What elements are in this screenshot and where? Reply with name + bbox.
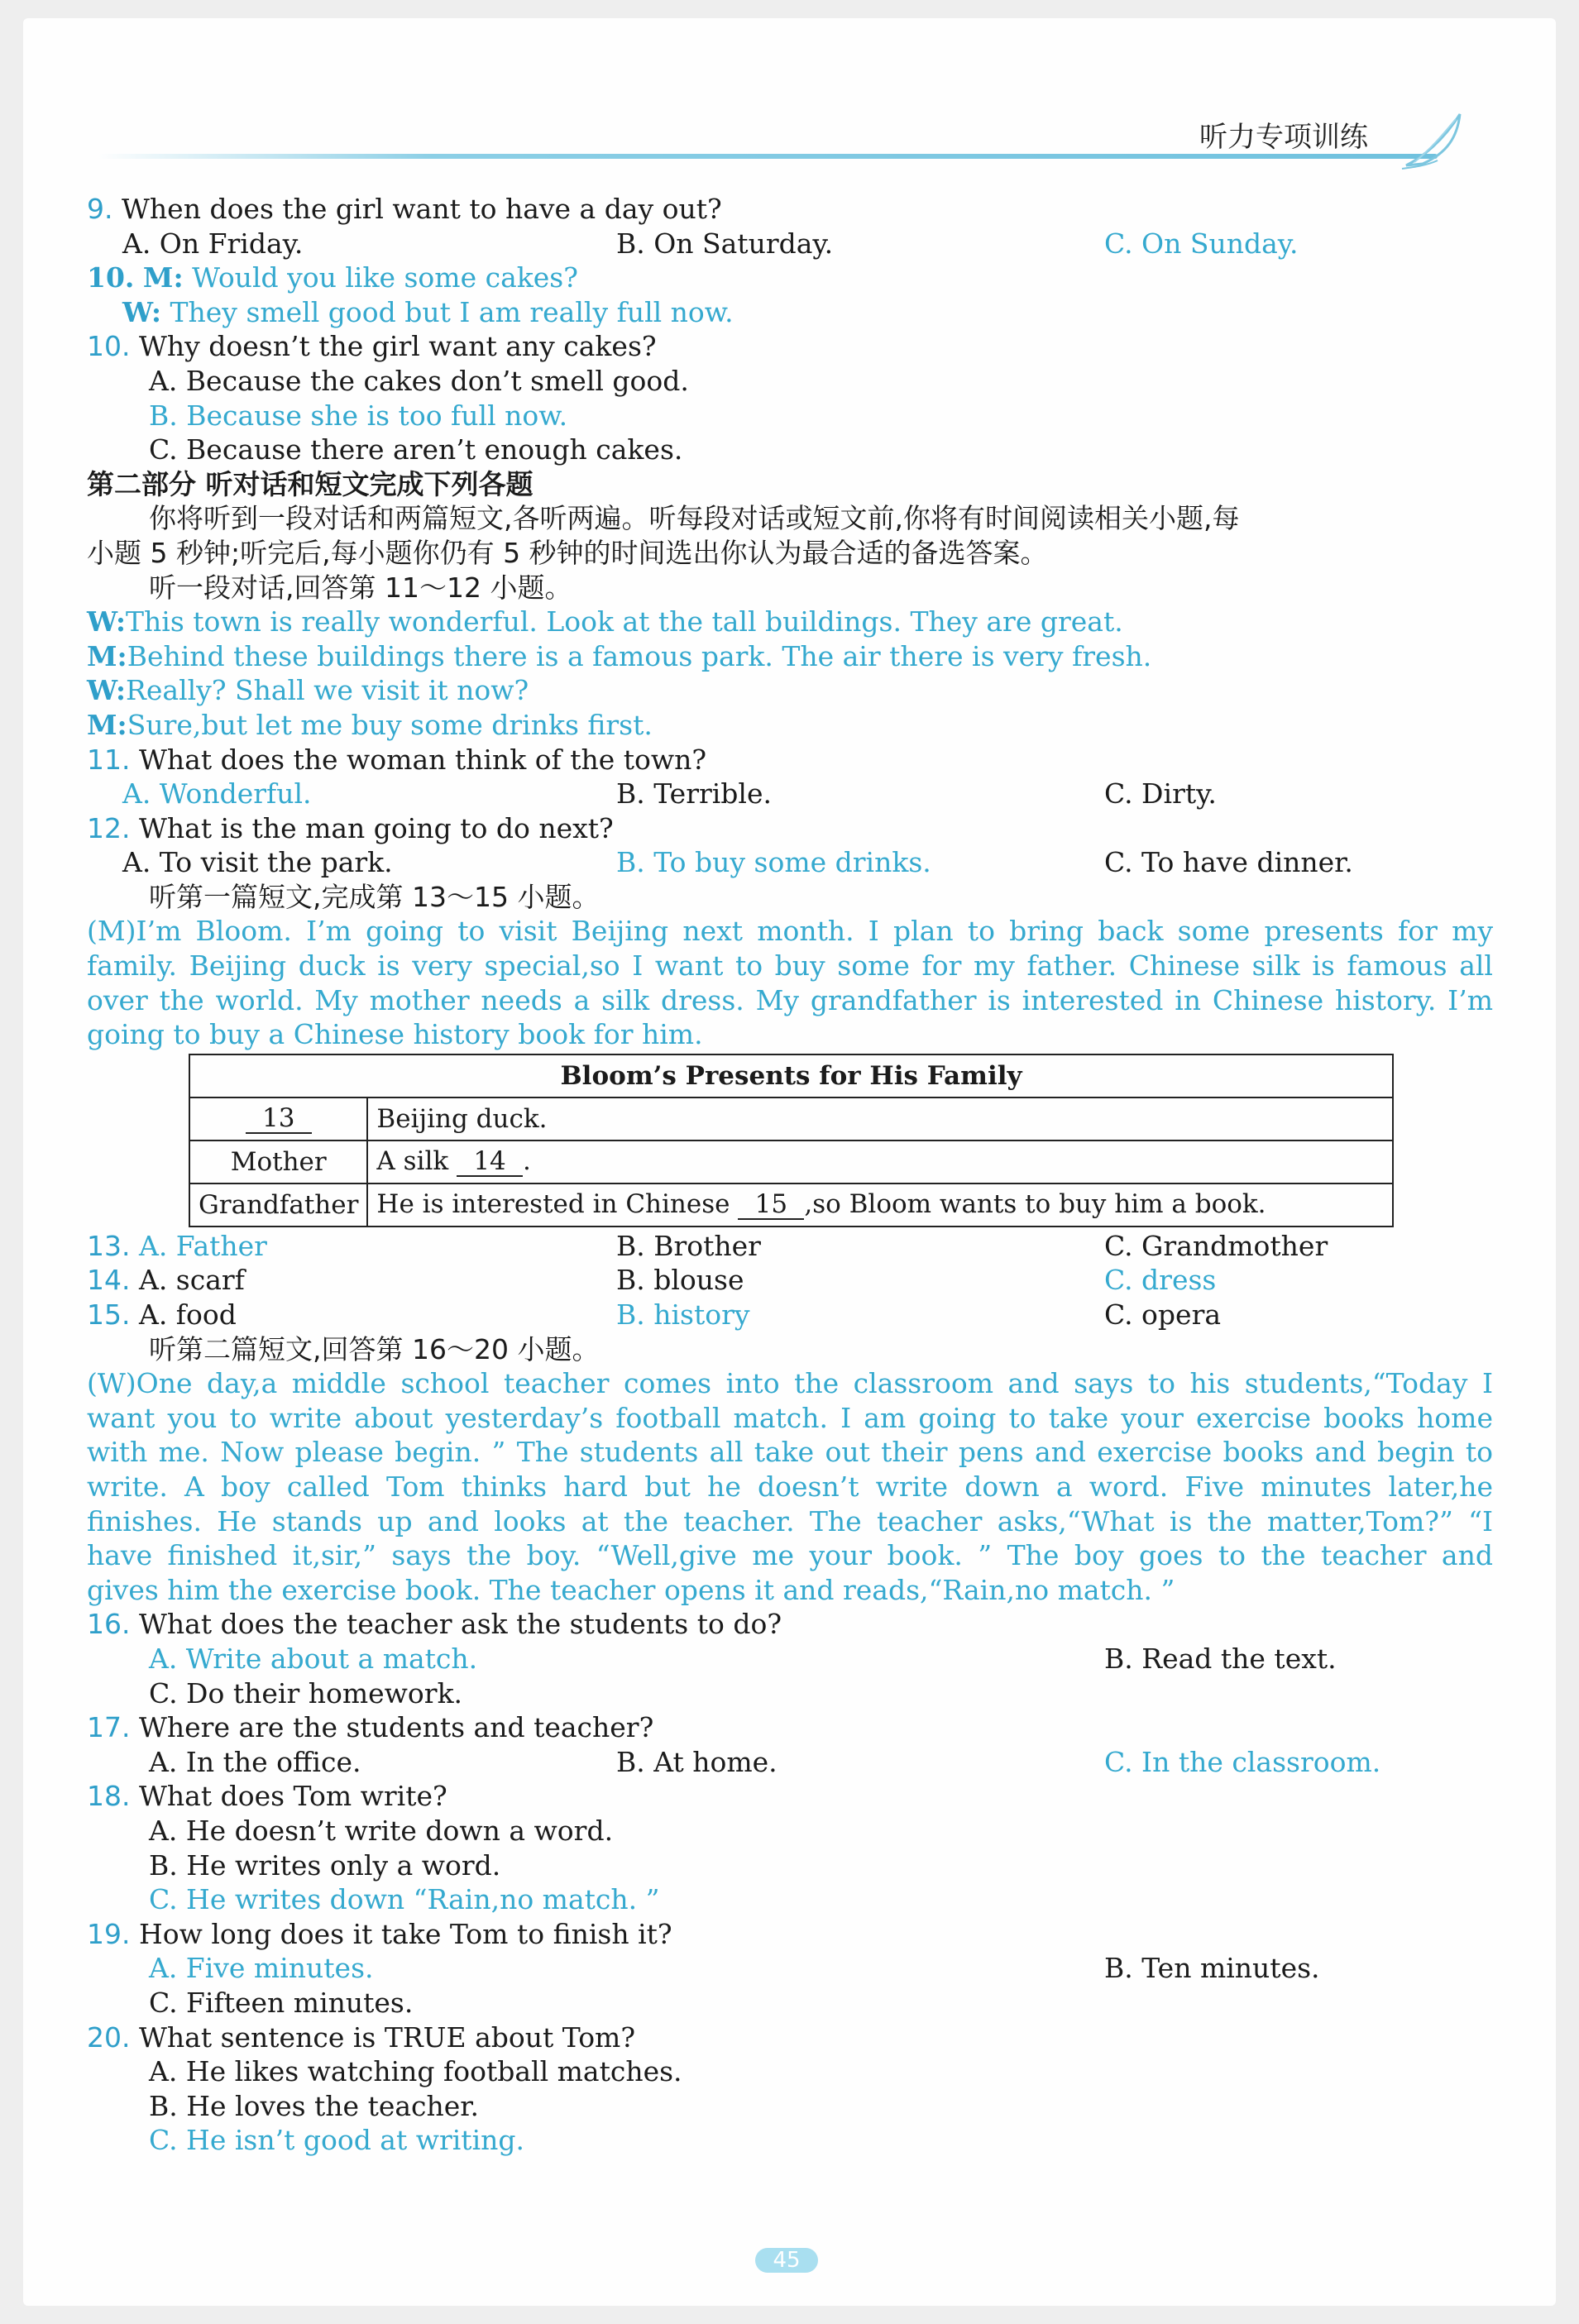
table-cell: A silk 14 . [367, 1140, 1393, 1184]
option-a: A. To visit the park. [122, 846, 393, 879]
table-title: Bloom’s Presents for His Family [189, 1054, 1393, 1097]
option-b-answer: B. Because she is too full now. [149, 399, 568, 432]
option-a-answer: A. Wonderful. [122, 777, 312, 811]
option-c: C. Because there aren’t enough cakes. [149, 433, 683, 466]
option-c-answer: C. He isn’t good at writing. [149, 2124, 524, 2157]
option-b: B. blouse [616, 1264, 744, 1297]
option-a: A. In the office. [149, 1745, 361, 1778]
question-19-options [87, 1951, 1493, 1986]
question-10: 10. Why doesn’t the girl want any cakes? [87, 330, 657, 363]
option-c-answer: C. In the classroom. [1104, 1745, 1381, 1778]
header-title: 听力专项训练 [1199, 121, 1368, 154]
option-c: C. opera [1104, 1298, 1222, 1332]
question-14: 14. A. scarf B. blouse C. dress [87, 1264, 1217, 1297]
blank-13: 13 [246, 1104, 312, 1134]
dialog-line: M:Sure,but let me buy some drinks first. [87, 708, 653, 741]
page-number: 45 [755, 2248, 818, 2273]
option-a-answer: A. Five minutes. [149, 1952, 374, 1985]
question-12: 12. What is the man going to do next? [87, 811, 614, 844]
question-17: 17. Where are the students and teacher? [87, 1711, 654, 1744]
presents-table [189, 1054, 1394, 1227]
option-c: C. Fifteen minutes. [149, 1986, 414, 2019]
option-c-answer: C. dress [1104, 1264, 1217, 1297]
dialog-10-m: 10. M: Would you like some cakes? [87, 261, 578, 294]
passage-2-line: have finished it,sir,” says the boy. “Well,give me your book. ” The boy goes to the teacher and [87, 1539, 1493, 1572]
dialog-line: W:Really? Shall we visit it now? [87, 674, 529, 707]
option-a: A. On Friday. [122, 227, 304, 260]
dialog-line: M:Behind these buildings there is a famous park. The air there is very fresh. [87, 639, 1152, 672]
worksheet-content [87, 192, 1493, 2158]
header-divider [98, 154, 1438, 159]
option-a-answer: A. Write about a match. [149, 1642, 478, 1675]
dialog-10-w: W: They smell good but I am really full now. [122, 295, 734, 328]
passage-1-intro: 听第一篇短文,完成第 13～15 小题。 [149, 880, 600, 913]
table-cell: Beijing duck. [367, 1097, 1393, 1140]
passage-2-line: finishes. He stands up and looks at the teacher. The teacher asks,“What is the matter,Tom?” “I [87, 1504, 1493, 1537]
option-c-answer: C. On Sunday. [1104, 227, 1299, 260]
option-b-answer: B. history [616, 1298, 750, 1332]
passage-2-line: with me. Now please begin. ” The students all take out their pens and exercise books and begin to [87, 1436, 1493, 1469]
passage-2-line: (W)One day,a middle school teacher comes into the classroom and says to his students,“Today I [87, 1367, 1493, 1400]
option-b: B. At home. [616, 1745, 778, 1778]
option-a: A. He doesn’t write down a word. [149, 1814, 614, 1847]
blank-14: 14 [457, 1147, 523, 1177]
dialog-line: W:This town is really wonderful. Look at the tall buildings. They are great. [87, 605, 1123, 638]
dialog-intro: 听一段对话,回答第 11～12 小题。 [149, 571, 572, 604]
option-c: C. Do their homework. [149, 1676, 463, 1710]
option-c: C. Dirty. [1104, 777, 1217, 811]
section-title: 第二部分 听对话和短文完成下列各题 [87, 467, 534, 500]
passage-2-line: want you to write about yesterday’s football match. I am going to take your exercise books home [87, 1401, 1493, 1434]
question-11-options [87, 777, 1493, 811]
question-9: 9. When does the girl want to have a day out? [87, 193, 722, 225]
option-a: A. food [138, 1298, 237, 1332]
question-11: 11. What does the woman think of the town? [87, 743, 707, 776]
passage-2-line: gives him the exercise book. The teacher opens it and reads,“Rain,no match. ” [87, 1573, 1175, 1606]
option-b: B. Read the text. [1104, 1642, 1337, 1675]
option-b: B. He loves the teacher. [149, 2089, 479, 2122]
option-a-answer: A. Father [138, 1229, 267, 1262]
table-row [189, 1184, 1393, 1227]
passage-1-line: going to buy a Chinese history book for him. [87, 1018, 703, 1051]
option-c: C. Grandmother [1104, 1229, 1328, 1262]
instructions-line-1: 你将听到一段对话和两篇短文,各听两遍。听每段对话或短文前,你将有时间阅读相关小题,每 [149, 502, 1240, 535]
option-b-answer: B. To buy some drinks. [616, 846, 931, 879]
option-c-answer: C. He writes down “Rain,no match. ” [149, 1883, 660, 1916]
question-13: 13. A. Father B. Brother C. Grandmother [87, 1229, 1328, 1262]
table-cell: Grandfather [189, 1184, 367, 1227]
question-16-options [87, 1642, 1493, 1676]
passage-2-line: write. A boy called Tom thinks hard but he doesn’t write down a word. Five minutes later,he [87, 1470, 1493, 1503]
passage-1-line: over the world. My mother needs a silk dress. My grandfather is interested in Chinese history. I’m [87, 983, 1493, 1016]
option-b: B. On Saturday. [616, 227, 834, 260]
option-a: A. Because the cakes don’t smell good. [149, 364, 689, 397]
question-16: 16. What does the teacher ask the students to do? [87, 1608, 782, 1641]
table-row [189, 1140, 1393, 1184]
question-15: 15. A. food B. history C. opera [87, 1298, 1222, 1332]
table-row [189, 1097, 1393, 1140]
table-cell: Mother [189, 1140, 367, 1184]
option-b: B. He writes only a word. [149, 1848, 501, 1882]
passage-1-line: family. Beijing duck is very special,so I want to buy some for my father. Chinese silk is famous all [87, 949, 1493, 983]
option-c: C. To have dinner. [1104, 846, 1353, 879]
question-20: 20. What sentence is TRUE about Tom? [87, 2020, 636, 2054]
question-9-options [87, 227, 1493, 261]
instructions-line-2: 小题 5 秒钟;听完后,每小题你仍有 5 秒钟的时间选出你认为最合适的备选答案。 [87, 536, 1048, 569]
question-12-options [87, 845, 1493, 880]
question-19: 19. How long does it take Tom to finish it? [87, 1917, 672, 1950]
table-cell: He is interested in Chinese 15 ,so Bloom wants to buy him a book. [367, 1184, 1393, 1227]
feather-icon [1398, 108, 1481, 174]
question-17-options [87, 1745, 1493, 1780]
passage-1-line: (M)I’m Bloom. I’m going to visit Beijing next month. I plan to bring back some presents for my [87, 915, 1493, 948]
option-b: B. Terrible. [616, 777, 773, 811]
passage-2-intro: 听第二篇短文,回答第 16～20 小题。 [149, 1332, 600, 1365]
option-a: A. scarf [138, 1264, 245, 1297]
blank-15: 15 [738, 1190, 804, 1220]
option-a: A. He likes watching football matches. [149, 2055, 682, 2088]
question-18: 18. What does Tom write? [87, 1780, 447, 1813]
option-b: B. Brother [616, 1229, 761, 1262]
option-b: B. Ten minutes. [1104, 1952, 1320, 1985]
